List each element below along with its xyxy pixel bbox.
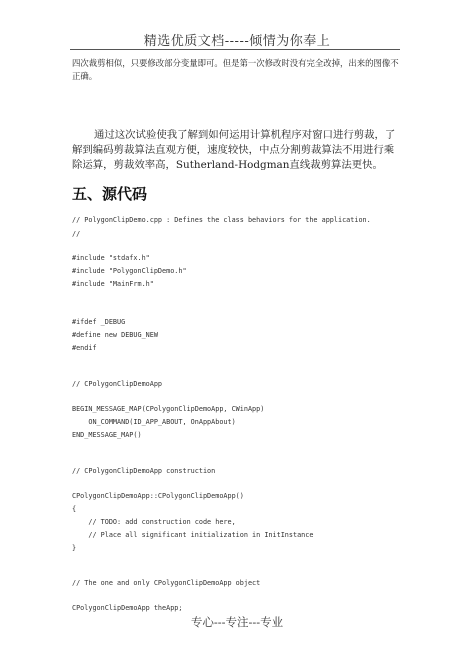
code-line: // CPolygonClipDemoApp construction xyxy=(72,467,216,475)
intro-paragraph: 四次裁剪相似，只要修改部分变量即可。但是第一次修改时没有完全改掉，出来的图像不正确。 xyxy=(72,58,399,81)
code-line: #include "PolygonClipDemo.h" xyxy=(72,267,187,275)
code-line: #ifdef _DEBUG xyxy=(72,318,126,326)
code-line: #define new DEBUG_NEW xyxy=(72,331,158,339)
page-footer: 专心---专注---专业 xyxy=(190,615,284,629)
code-line: CPolygonClipDemoApp theApp; xyxy=(72,604,183,612)
summary-text: 通过这次试验使我了解到如何运用计算机程序对窗口进行剪裁，了解到编码剪裁算法直观方便，速度较快，中点分割剪裁算法不用进行乘除运算，剪裁效率高，Sutherland-Hodgman直线裁剪算法更快。 xyxy=(72,129,396,171)
code-line: // xyxy=(72,230,81,238)
code-line: // TODO: add construction code here, xyxy=(72,518,236,526)
page-header-title: 精选优质文档-----倾情为你奉上 xyxy=(143,34,331,49)
code-line: #include "stdafx.h" xyxy=(72,254,150,262)
summary-paragraph xyxy=(72,128,404,173)
code-line: BEGIN_MESSAGE_MAP(CPolygonClipDemoApp, CWinApp) xyxy=(72,405,265,413)
code-line: { xyxy=(72,505,77,513)
code-line: // The one and only CPolygonClipDemoApp object xyxy=(72,579,261,587)
code-line: } xyxy=(72,544,77,552)
code-line: // CPolygonClipDemoApp xyxy=(72,380,163,388)
section-heading: 五、源代码 xyxy=(72,185,148,203)
code-line: END_MESSAGE_MAP() xyxy=(72,431,142,439)
code-line: #endif xyxy=(72,344,97,352)
code-line: // Place all significant initialization in InitInstance xyxy=(72,531,314,539)
code-line: // PolygonClipDemo.cpp : Defines the class behaviors for the application. xyxy=(72,216,371,224)
code-line: ON_COMMAND(ID_APP_ABOUT, OnAppAbout) xyxy=(72,418,236,426)
header-divider xyxy=(70,49,400,50)
code-line: #include "MainFrm.h" xyxy=(72,280,154,288)
code-line: CPolygonClipDemoApp::CPolygonClipDemoApp() xyxy=(72,492,244,500)
